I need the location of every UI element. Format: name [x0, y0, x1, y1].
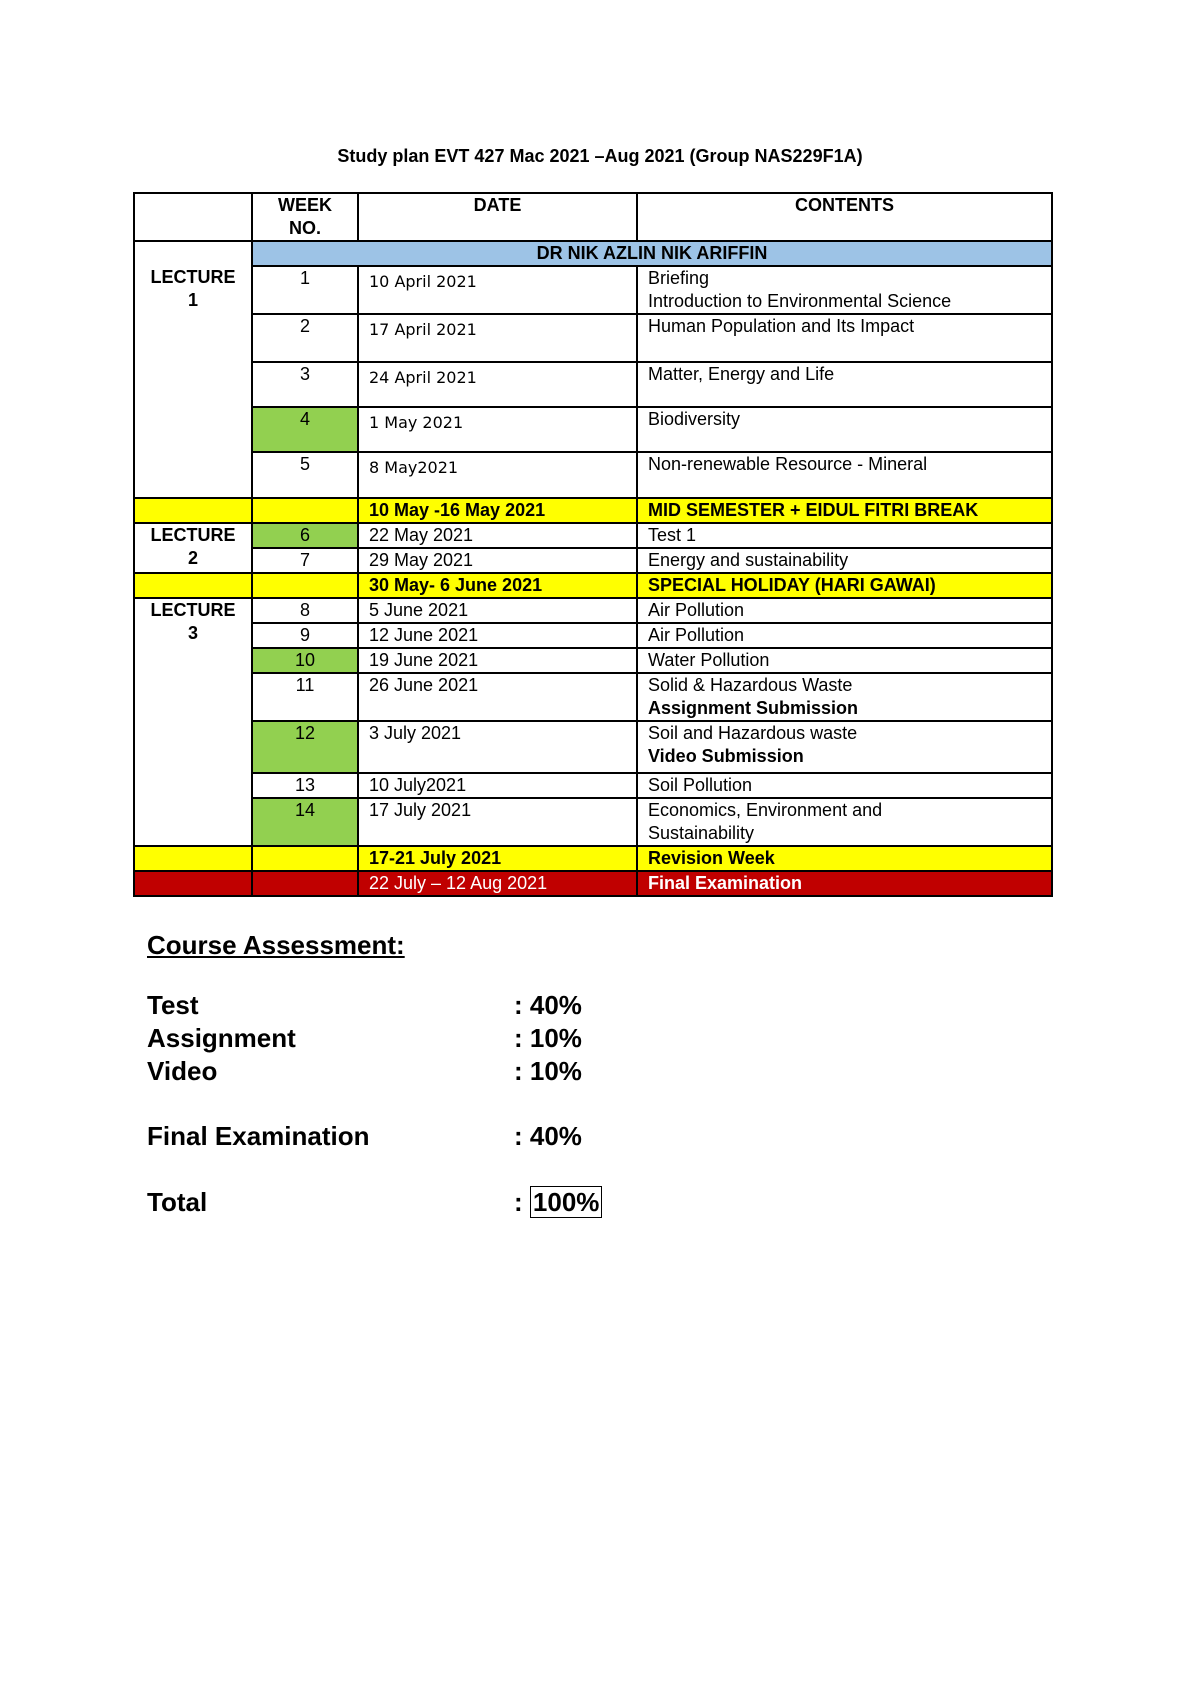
table-row — [134, 773, 1052, 798]
lecturer-name: DR NIK AZLIN NIK ARIFFIN — [252, 241, 1052, 266]
break-week-blank — [252, 573, 358, 598]
week-cell-highlighted: 14 — [252, 798, 358, 846]
final-exam-row — [134, 871, 1052, 896]
total-value: 100% — [530, 1186, 603, 1218]
assessment-label: Final Examination — [147, 1121, 370, 1151]
assessment-value: : 40% — [514, 990, 582, 1020]
break-content: SPECIAL HOLIDAY (HARI GAWAI) — [637, 573, 1052, 598]
revision-week-blank — [252, 846, 358, 871]
content-line-bold: Video Submission — [648, 746, 804, 766]
content-line: Economics, Environment and — [648, 800, 883, 820]
total-value-wrap — [514, 1187, 602, 1218]
week-cell: 8 — [252, 598, 358, 623]
content-cell: Air Pollution — [637, 598, 1052, 623]
week-cell-highlighted: 6 — [252, 523, 358, 548]
content-cell — [637, 266, 1052, 314]
break-week-blank — [252, 498, 358, 523]
content-cell: Energy and sustainability — [637, 548, 1052, 573]
table-row — [134, 721, 1052, 773]
final-date: 22 July – 12 Aug 2021 — [358, 871, 637, 896]
week-cell: 7 — [252, 548, 358, 573]
table-row — [134, 623, 1052, 648]
assessment-label: Video — [147, 1056, 218, 1086]
content-line-bold: Assignment Submission — [648, 698, 859, 718]
study-plan-table — [133, 192, 1053, 897]
revision-content: Revision Week — [637, 846, 1052, 871]
date-cell: 8 May2021 — [358, 452, 637, 498]
date-cell: 26 June 2021 — [358, 673, 637, 721]
content-cell — [637, 721, 1052, 773]
week-cell: 9 — [252, 623, 358, 648]
week-cell-highlighted: 12 — [252, 721, 358, 773]
table-row — [134, 452, 1052, 498]
week-cell: 3 — [252, 362, 358, 407]
break-blank — [134, 573, 252, 598]
lecturer-blank — [134, 241, 252, 266]
assessment-label: Assignment — [147, 1023, 296, 1053]
assessment-label: Test — [147, 990, 199, 1020]
content-line: Briefing — [648, 268, 710, 288]
final-week-blank — [252, 871, 358, 896]
header-blank — [134, 193, 252, 241]
revision-row — [134, 846, 1052, 871]
content-cell: Test 1 — [637, 523, 1052, 548]
final-content: Final Examination — [637, 871, 1052, 896]
table-row — [134, 314, 1052, 362]
content-line-2: Introduction to Environmental Science — [648, 291, 952, 311]
date-cell: 12 June 2021 — [358, 623, 637, 648]
content-cell: Matter, Energy and Life — [637, 362, 1052, 407]
break-blank — [134, 498, 252, 523]
date-cell: 1 May 2021 — [358, 407, 637, 452]
content-line: Solid & Hazardous Waste — [648, 675, 853, 695]
date-cell: 17 April 2021 — [358, 314, 637, 362]
table-row — [134, 362, 1052, 407]
week-cell: 5 — [252, 452, 358, 498]
assessment-value: : 40% — [514, 1121, 582, 1151]
revision-date: 17-21 July 2021 — [358, 846, 637, 871]
content-cell: Non-renewable Resource - Mineral — [637, 452, 1052, 498]
header-contents: CONTENTS — [637, 193, 1052, 241]
break-date: 30 May- 6 June 2021 — [358, 573, 637, 598]
table-row — [134, 673, 1052, 721]
week-cell: 11 — [252, 673, 358, 721]
week-cell: 13 — [252, 773, 358, 798]
assessment-value: : 10% — [514, 1056, 582, 1086]
content-cell — [637, 798, 1052, 846]
assessment-value: : 10% — [514, 1023, 582, 1053]
week-cell: 2 — [252, 314, 358, 362]
revision-blank — [134, 846, 252, 871]
content-cell: Human Population and Its Impact — [637, 314, 1052, 362]
lecturer-row — [134, 241, 1052, 266]
break-content: MID SEMESTER + EIDUL FITRI BREAK — [637, 498, 1052, 523]
table-row — [134, 407, 1052, 452]
table-row — [134, 798, 1052, 846]
break-date: 10 May -16 May 2021 — [358, 498, 637, 523]
content-cell — [637, 673, 1052, 721]
date-cell: 17 July 2021 — [358, 798, 637, 846]
content-cell: Biodiversity — [637, 407, 1052, 452]
lecture-2-label: LECTURE 2 — [134, 523, 252, 573]
header-week: WEEK NO. — [252, 193, 358, 241]
date-cell: 5 June 2021 — [358, 598, 637, 623]
content-cell: Air Pollution — [637, 623, 1052, 648]
date-cell: 10 April 2021 — [358, 266, 637, 314]
table-row — [134, 523, 1052, 548]
lecture-3-label: LECTURE 3 — [134, 598, 252, 846]
date-cell: 22 May 2021 — [358, 523, 637, 548]
final-blank — [134, 871, 252, 896]
content-line: Soil and Hazardous waste — [648, 723, 858, 743]
lecture-1-label: LECTURE 1 — [134, 266, 252, 498]
page-title: Study plan EVT 427 Mac 2021 –Aug 2021 (Group NAS229F1A) — [337, 146, 863, 166]
break-row — [134, 573, 1052, 598]
table-row — [134, 548, 1052, 573]
table-header-row — [134, 193, 1052, 241]
week-cell-highlighted: 4 — [252, 407, 358, 452]
week-cell: 1 — [252, 266, 358, 314]
date-cell: 3 July 2021 — [358, 721, 637, 773]
break-row — [134, 498, 1052, 523]
week-cell-highlighted: 10 — [252, 648, 358, 673]
content-line-2: Sustainability — [648, 823, 755, 843]
total-label: Total — [147, 1187, 208, 1217]
header-date: DATE — [358, 193, 637, 241]
content-cell: Soil Pollution — [637, 773, 1052, 798]
date-cell: 10 July2021 — [358, 773, 637, 798]
table-row — [134, 266, 1052, 314]
date-cell: 29 May 2021 — [358, 548, 637, 573]
table-row — [134, 598, 1052, 623]
table-row — [134, 648, 1052, 673]
total-colon: : — [514, 1187, 523, 1217]
content-cell: Water Pollution — [637, 648, 1052, 673]
date-cell: 24 April 2021 — [358, 362, 637, 407]
date-cell: 19 June 2021 — [358, 648, 637, 673]
assessment-heading: Course Assessment: — [147, 930, 405, 960]
